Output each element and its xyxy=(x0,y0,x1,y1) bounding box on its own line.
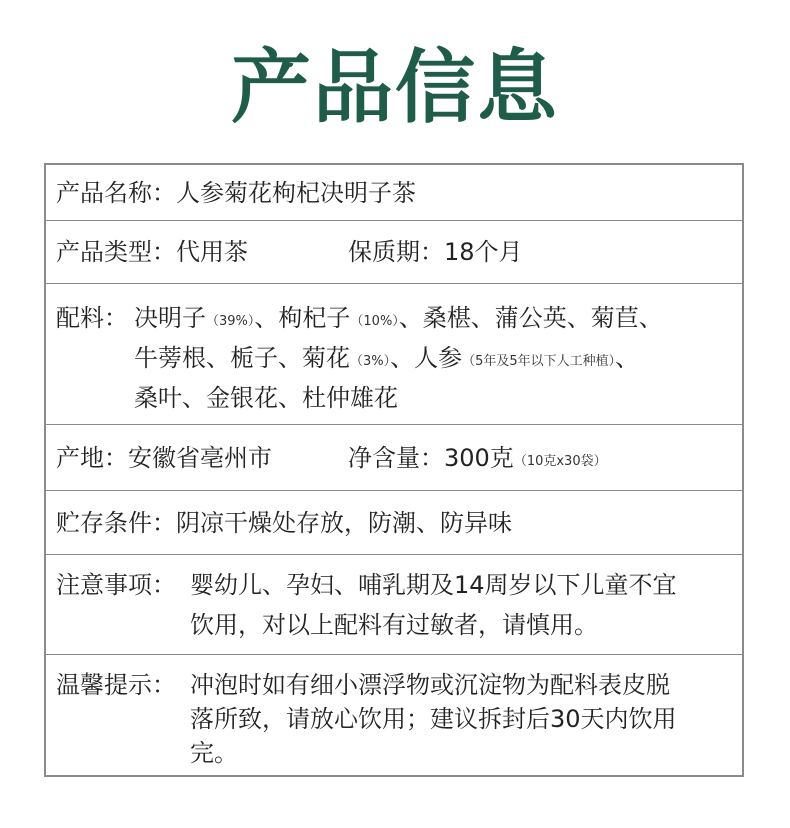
row-origin xyxy=(46,425,742,491)
tip-line-2: 落所致，请放心饮用；建议拆封后30天内饮用 xyxy=(190,705,677,733)
row-storage xyxy=(46,491,742,555)
row-tip xyxy=(46,655,742,777)
shelf-life-label: 保质期： xyxy=(348,238,444,266)
row-notice xyxy=(46,555,742,655)
net-content-label: 净含量： xyxy=(348,444,444,472)
ingredients-line-1: 决明子（39%）、枸杞子（10%）、桑椹、蒲公英、菊苣、 xyxy=(134,304,663,332)
product-type-value: 代用茶 xyxy=(176,238,248,266)
row-product-name xyxy=(46,165,742,221)
tip-line-3: 完。 xyxy=(190,739,238,767)
notice-label: 注意事项： xyxy=(56,571,176,599)
tip-line-1: 冲泡时如有细小漂浮物或沉淀物为配料表皮脱 xyxy=(190,671,670,699)
row-ingredients xyxy=(46,284,742,425)
storage-label: 贮存条件： xyxy=(56,509,176,537)
ingredients-line-3: 桑叶、金银花、杜仲雄花 xyxy=(134,384,398,412)
origin-label: 产地： xyxy=(56,444,128,472)
notice-line-1: 婴幼儿、孕妇、哺乳期及14周岁以下儿童不宜 xyxy=(190,571,677,599)
product-type-label: 产品类型： xyxy=(56,238,176,266)
ingredients-label: 配料： xyxy=(56,304,128,332)
net-content-value: 300克 xyxy=(444,444,514,472)
product-name-label: 产品名称： xyxy=(56,179,176,207)
origin-value: 安徽省亳州市 xyxy=(128,444,272,472)
product-name-value: 人参菊花枸杞决明子茶 xyxy=(176,179,416,207)
product-info-table xyxy=(44,163,744,777)
ingredients-line-2: 牛蒡根、栀子、菊花（3%）、人参（5年及5年以下人工种植）、 xyxy=(134,344,640,372)
page-title: 产品信息 xyxy=(231,40,559,134)
shelf-life-value: 18个月 xyxy=(444,238,523,266)
storage-value: 阴凉干燥处存放，防潮、防异味 xyxy=(176,509,512,537)
tip-label: 温馨提示： xyxy=(56,671,176,699)
row-product-type xyxy=(46,221,742,284)
net-content-note: （10克x30袋） xyxy=(513,454,607,469)
notice-line-2: 饮用，对以上配料有过敏者，请慎用。 xyxy=(190,611,598,639)
